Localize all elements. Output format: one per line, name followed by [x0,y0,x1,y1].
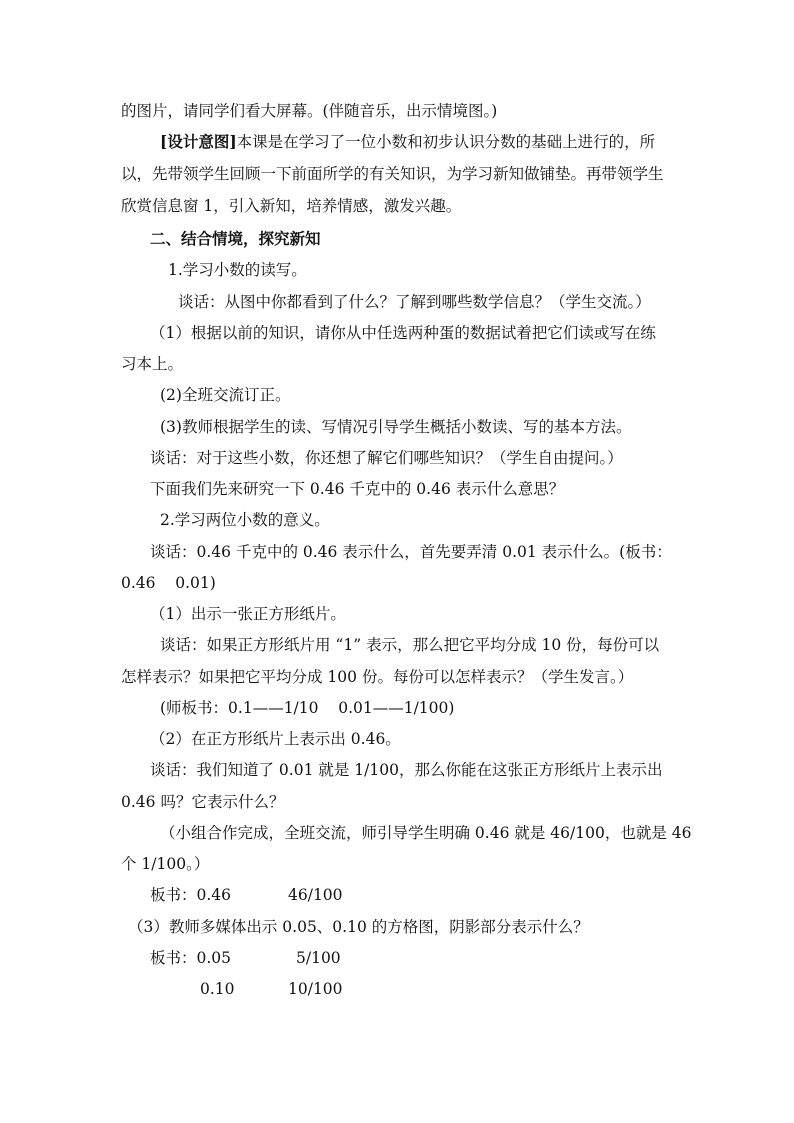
text-line: 怎样表示？如果把它平均分成 100 份。每份可以怎样表示？（学生发言。） [121,668,634,686]
text-line: 下面我们先来研究一下 0.46 千克中的 0.46 表示什么意思？ [150,480,565,498]
text-line: 以，先带领学生回顾一下前面所学的有关知识，为学习新知做铺垫。再带领学生 [121,165,664,183]
board-label: 板书：0.46 [150,886,232,904]
text-line: （2）在正方形纸片上表示出 0.46。 [150,730,401,748]
board-value: 46/100 [288,886,343,904]
text-line: 欣赏信息窗 1，引入新知，培养情感，激发兴趣。 [121,197,462,215]
text-line: 0.46 吗？它表示什么？ [121,793,285,811]
text-line: 谈话：对于这些小数，你还想了解它们哪些知识？（学生自由提问。） [150,449,623,467]
text-line: 的图片，请同学们看大屏幕。(伴随音乐，出示情境图。) [121,102,498,120]
board-value: 5/100 [296,949,341,967]
text-line: 0.46 0.01) [121,574,216,592]
text-line: （1）出示一张正方形纸片。 [150,605,346,623]
board-value: 10/100 [288,980,343,998]
design-intent-text: 本课是在学习了一位小数和初步认识分数的基础上进行的，所 [236,133,656,151]
subheading: 2.学习两位小数的意义。 [160,511,330,529]
text-line: （小组合作完成，全班交流，师引导学生明确 0.46 就是 46/100，也就是 46 [160,824,692,842]
text-line: 谈话：从图中你都看到了什么？了解到哪些数学信息？（学生交流。） [178,293,651,311]
text-line: 习本上。 [121,355,184,373]
text-line: (3)教师根据学生的读、写情况引导学生概括小数读、写的基本方法。 [160,418,632,436]
text-line: (师板书：0.1——1/10 0.01——1/100) [160,699,455,717]
section-heading: 二、结合情境，探究新知 [150,229,321,248]
board-label: 板书：0.05 [150,949,232,967]
board-label: 0.10 [200,980,235,998]
text-line: 个 1/100。） [121,855,210,873]
text-line: 谈话：我们知道了 0.01 就是 1/100，那么你能在这张正方形纸片上表示出 [150,761,663,779]
text-line: 谈话：0.46 千克中的 0.46 表示什么，首先要弄清 0.01 表示什么。(板书： [150,543,672,561]
text-line [160,131,655,153]
text-line: 谈话：如果正方形纸片用 “1” 表示，那么把它平均分成 10 份，每份可以 [160,636,660,654]
text-line: （1）根据以前的知识，请你从中任选两种蛋的数据试着把它们读或写在练 [150,324,656,342]
design-intent-label: [设计意图] [160,132,237,151]
text-line: （3）教师多媒体出示 0.05、0.10 的方格图，阴影部分表示什么？ [128,918,589,936]
subheading: 1.学习小数的读写。 [168,261,307,279]
text-line: (2)全班交流订正。 [160,386,291,404]
